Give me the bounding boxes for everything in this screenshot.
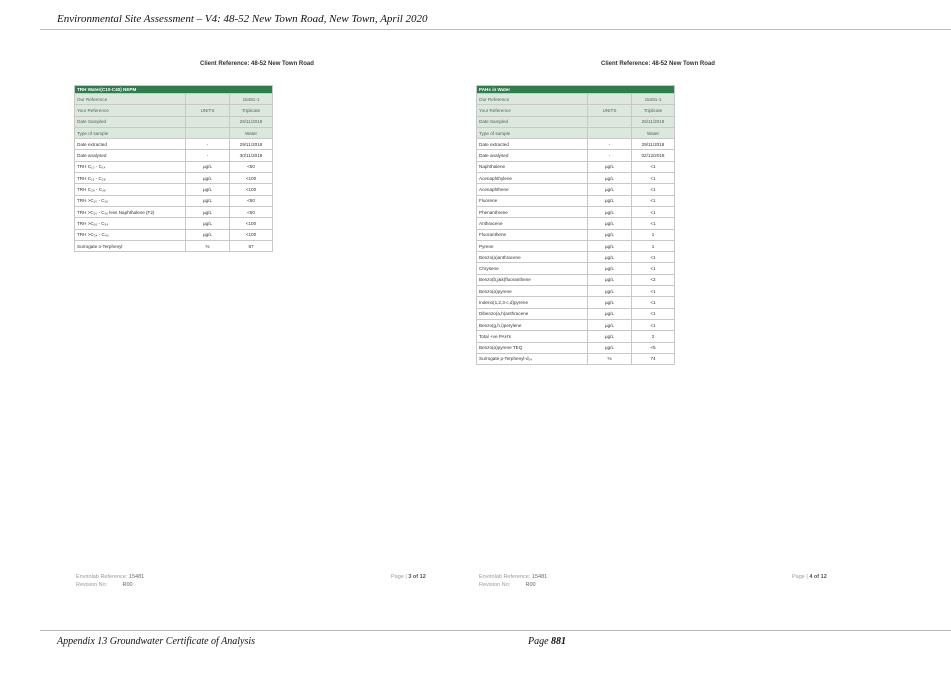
cell-label: Benzo(b,j&k)fluoranthene [477,274,588,285]
meta-row [477,116,675,127]
meta-row [75,127,273,138]
cell-label: Your Reference [75,105,186,116]
result-row [477,161,675,172]
result-row [75,139,273,150]
meta-row [75,116,273,127]
cell-units [588,116,632,127]
cell-value: <100 [230,218,273,229]
result-row [75,161,273,172]
result-row [75,218,273,229]
cell-label: TRH C₁₅ - C₂₈ [75,173,186,184]
cell-label: TRH >C₁₀ - C₁₆ less Naphthalene (F2) [75,206,186,217]
result-row [75,184,273,195]
cell-value: <100 [230,229,273,240]
cell-units: µg/L [186,218,230,229]
page-number-right: Page | 4 of 12 [792,574,827,580]
cell-units: µg/L [588,195,632,206]
cell-value: <1 [632,263,675,274]
result-row [477,274,675,285]
table-title: TRH Water(C10-C40) NEPM [75,86,273,94]
cell-units: µg/L [186,206,230,217]
cell-label: Benzo(g,h,i)perylene [477,319,588,330]
cell-units [186,127,230,138]
cell-units: µg/L [588,252,632,263]
cell-units: - [186,150,230,161]
cell-value: 26/11/2018 [230,116,273,127]
cell-value: 1 [632,229,675,240]
result-row [477,206,675,217]
cell-label: Fluoranthene [477,229,588,240]
cell-units: % [588,353,632,364]
cell-units: - [186,139,230,150]
pah-results-table [476,85,675,365]
cell-value: Water [230,127,273,138]
result-row [477,286,675,297]
cell-units: - [588,139,632,150]
cell-value: <2 [632,274,675,285]
cell-label: Benzo(a)pyrene [477,286,588,297]
cell-label: TRH >C₁₀ - C₁₆ [75,195,186,206]
cell-units: UNITS [588,105,632,116]
client-reference-right: Client Reference: 48-52 New Town Road [601,61,715,67]
cell-value: <100 [230,173,273,184]
meta-row [75,105,273,116]
client-reference-left: Client Reference: 48-52 New Town Road [200,61,314,67]
cell-units: µg/L [588,229,632,240]
trh-results-table [74,85,273,252]
cell-value: <1 [632,252,675,263]
envirolab-reference-right: Envirolab Reference: 15481 [479,574,548,580]
cell-value: 26/11/2018 [632,116,675,127]
cell-label: Date Sampled [477,116,588,127]
cell-label: TRH C₁₀ - C₁₄ [75,161,186,172]
cell-label: Date analysed [477,150,588,161]
result-row [477,353,675,364]
cell-value: 02/12/2018 [632,150,675,161]
cell-value: <1 [632,308,675,319]
cell-units [588,94,632,105]
result-row [75,206,273,217]
result-row [477,173,675,184]
cell-label: Our Reference [75,94,186,105]
meta-row [75,94,273,105]
result-row [477,184,675,195]
appendix-title: Appendix 13 Groundwater Certificate of Analysis [57,636,256,647]
cell-value: 30/11/2018 [230,150,273,161]
cell-label: Anthracene [477,218,588,229]
cell-value: 29/11/2018 [230,139,273,150]
cell-label: Our Reference [477,94,588,105]
result-row [477,342,675,353]
document-header: Environmental Site Assessment – V4: 48-52 New Town Road, New Town, April 2020 [57,13,428,25]
cell-label: Surrogate p-Terphenyl-d₁₄ [477,353,588,364]
cell-units: µg/L [588,274,632,285]
cell-label: Phenanthrene [477,206,588,217]
cell-label: TRH >C₁₆ - C₃₄ [75,218,186,229]
document-page-number: Page 881 [528,636,567,647]
cell-units: UNITS [186,105,230,116]
cell-label: TRH C₂₉ - C₃₆ [75,184,186,195]
result-row [75,173,273,184]
cell-value: <1 [632,218,675,229]
revision-no-right: Revision No: R00 [479,582,536,588]
cell-value: 15481-1 [230,94,273,105]
cell-units: µg/L [186,184,230,195]
cell-units: µg/L [588,161,632,172]
cell-units: µg/L [588,331,632,342]
cell-value: <1 [632,297,675,308]
cell-value: <50 [230,161,273,172]
cell-units [186,116,230,127]
cell-label: Chrysene [477,263,588,274]
cell-label: TRH >C₃₄ - C₄₀ [75,229,186,240]
cell-label: Total +ve PAH's [477,331,588,342]
cell-label: Date Sampled [75,116,186,127]
cell-units: µg/L [186,195,230,206]
result-row [477,319,675,330]
cell-value: <5 [632,342,675,353]
result-row [477,150,675,161]
cell-label: Date extracted [477,139,588,150]
result-row [477,308,675,319]
cell-units: µg/L [588,218,632,229]
cell-value: <1 [632,173,675,184]
cell-units: µg/L [588,308,632,319]
meta-row [477,105,675,116]
cell-units: % [186,240,230,251]
footer-right-refs [479,573,547,589]
cell-value: <1 [632,319,675,330]
result-row [477,139,675,150]
cell-units: µg/L [588,319,632,330]
meta-row [477,127,675,138]
footer-divider [40,630,951,631]
cell-units: µg/L [588,286,632,297]
result-row [477,229,675,240]
cell-value: <1 [632,161,675,172]
cell-units: µg/L [186,229,230,240]
cell-value: <1 [632,286,675,297]
cell-label: Fluorene [477,195,588,206]
cell-value: Triplicate [632,105,675,116]
page-number-left: Page | 3 of 12 [391,574,426,580]
result-row [477,195,675,206]
result-row [477,252,675,263]
cell-label: Benzo(a)pyrene TEQ [477,342,588,353]
cell-units: µg/L [588,240,632,251]
cell-label: Type of sample [477,127,588,138]
cell-value: <50 [230,195,273,206]
cell-value: <1 [632,206,675,217]
footer-left-refs [76,573,144,589]
header-divider [40,29,951,30]
cell-value: <1 [632,184,675,195]
cell-value: Triplicate [230,105,273,116]
result-row [477,218,675,229]
cell-value: 15481-1 [632,94,675,105]
cell-units [588,127,632,138]
cell-value: 74 [632,353,675,364]
cell-label: Date extracted [75,139,186,150]
cell-units: µg/L [588,206,632,217]
cell-units: µg/L [588,173,632,184]
cell-value: 2 [632,331,675,342]
cell-value: Water [632,127,675,138]
cell-units: µg/L [186,173,230,184]
cell-label: Acenaphthene [477,184,588,195]
cell-label: Your Reference [477,105,588,116]
envirolab-reference-left: Envirolab Reference: 15481 [76,574,145,580]
revision-no-left: Revision No: R00 [76,582,133,588]
cell-value: 1 [632,240,675,251]
cell-label: Surrogate o-Terphenyl [75,240,186,251]
result-row [477,240,675,251]
result-row [477,263,675,274]
result-row [477,331,675,342]
cell-units: µg/L [588,184,632,195]
cell-units: - [588,150,632,161]
cell-value: 87 [230,240,273,251]
cell-label: Indeno(1,2,3-c,d)pyrene [477,297,588,308]
cell-value: <50 [230,206,273,217]
cell-units: µg/L [588,297,632,308]
table-title-row [75,86,273,94]
cell-units [186,94,230,105]
cell-label: Pyrene [477,240,588,251]
cell-value: <100 [230,184,273,195]
meta-row [477,94,675,105]
cell-label: Acenaphthylene [477,173,588,184]
cell-label: Naphthalene [477,161,588,172]
result-row [75,240,273,251]
result-row [75,150,273,161]
cell-units: µg/L [186,161,230,172]
table-title: PAHs in Water [477,86,675,94]
cell-label: Date analysed [75,150,186,161]
cell-value: <1 [632,195,675,206]
cell-label: Type of sample [75,127,186,138]
result-row [477,297,675,308]
result-row [75,229,273,240]
cell-label: Benzo(a)anthracene [477,252,588,263]
cell-value: 29/11/2018 [632,139,675,150]
cell-label: Dibenzo(a,h)anthracene [477,308,588,319]
cell-units: µg/L [588,263,632,274]
table-title-row [477,86,675,94]
result-row [75,195,273,206]
cell-units: µg/L [588,342,632,353]
